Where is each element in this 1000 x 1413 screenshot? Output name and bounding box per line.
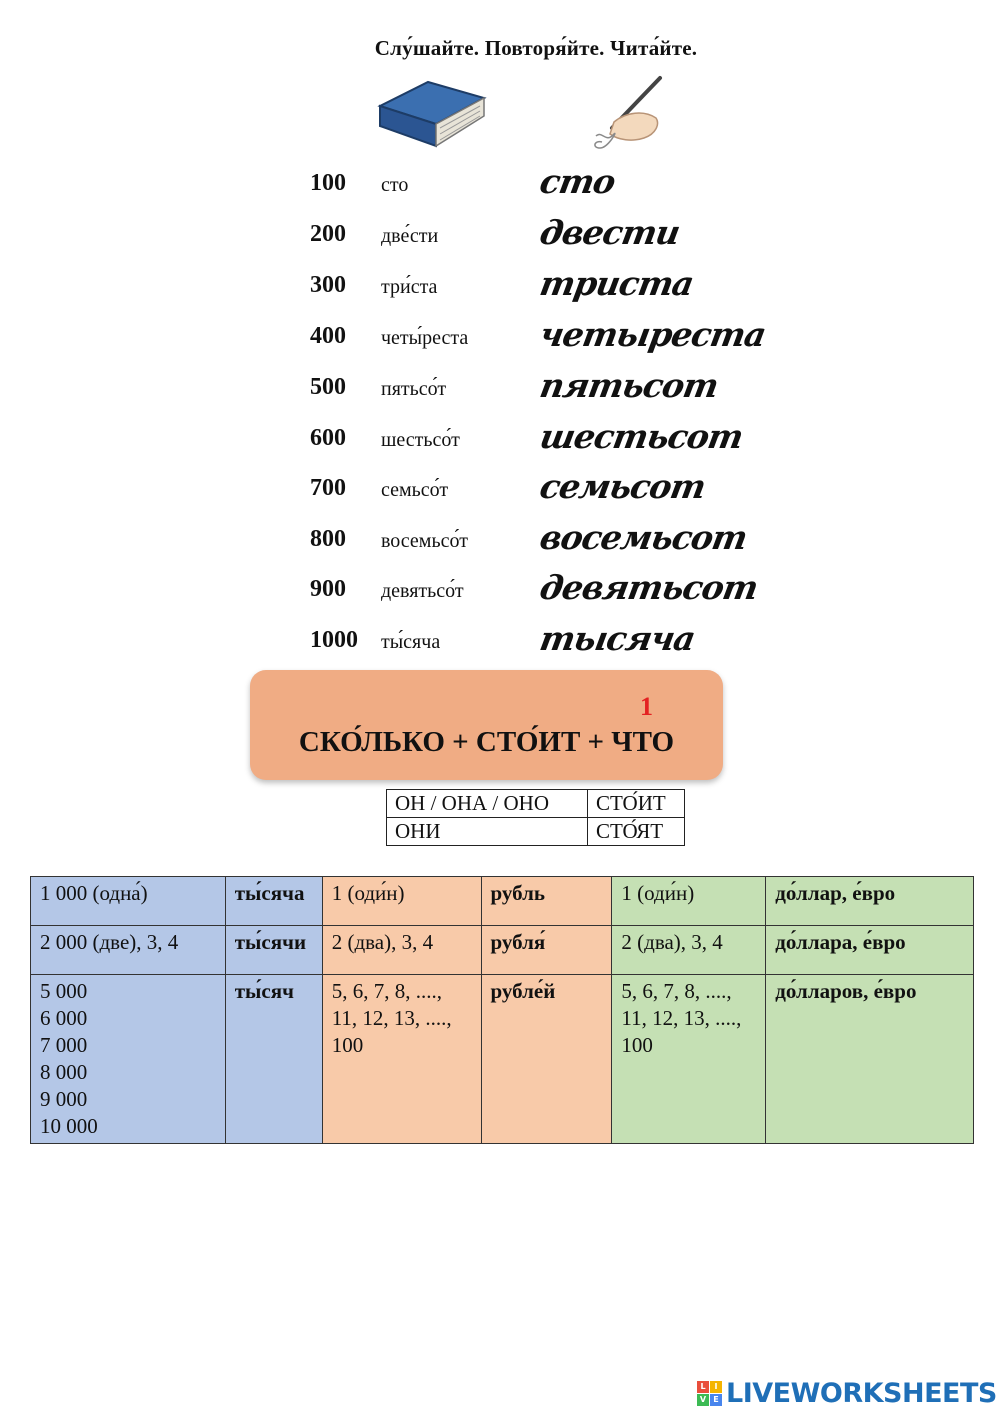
table-row (387, 790, 685, 818)
ruble-number-cell (322, 975, 481, 1144)
number-word: две́сти (381, 225, 439, 247)
currency-case-table (30, 876, 974, 1144)
number-word: ты́сяча (381, 631, 441, 653)
number-digits: 1000 (310, 627, 358, 653)
list-item (0, 516, 1000, 566)
number-script: тысяча (537, 619, 698, 658)
list-item (0, 211, 1000, 261)
list-item (0, 465, 1000, 515)
number-digits: 400 (310, 323, 346, 349)
verb-conjugation-table (386, 789, 685, 846)
list-item (0, 262, 1000, 312)
number-script: двести (537, 213, 683, 252)
logo-letter: I (710, 1381, 722, 1393)
liveworksheets-logo[interactable] (697, 1378, 997, 1409)
number-digits: 300 (310, 272, 346, 298)
number-word: пятьсо́т (381, 378, 447, 400)
subject-cell: ОНИ (387, 818, 588, 846)
formula-text: СКО́ЛЬКО + СТО́ИТ + ЧТО (298, 726, 675, 758)
number-word: семьсо́т (381, 479, 449, 501)
logo-letter: L (697, 1381, 709, 1393)
table-row (387, 818, 685, 846)
number-word: восемьсо́т (381, 530, 468, 552)
dollar-number-cell (612, 877, 766, 926)
cell-line: 5, 6, 7, 8, ...., (331, 979, 442, 1003)
dollar-word-cell: до́ллара, е́вро (766, 926, 974, 975)
cell-line: 6 000 (40, 1006, 88, 1030)
table-row (31, 975, 974, 1144)
number-script: пятьсот (537, 366, 721, 405)
dollar-word-cell: до́лларов, е́вро (766, 975, 974, 1144)
ruble-word-cell: рубля́ (481, 926, 612, 975)
logo-mark-icon (697, 1381, 722, 1406)
number-digits: 600 (310, 425, 346, 451)
cell-line: 1 (оди́н) (621, 881, 695, 905)
verb-cell: СТО́ИТ (588, 790, 685, 818)
cell-line: 5 000 (40, 979, 88, 1003)
cell-line: 9 000 (40, 1087, 88, 1111)
number-digits: 500 (310, 374, 346, 400)
cell-line: 100 (621, 1033, 653, 1057)
cell-line: 5, 6, 7, 8, ...., (621, 979, 732, 1003)
ruble-number-cell (322, 877, 481, 926)
writing-hand-icon (574, 74, 666, 156)
cell-line: 1 000 (одна́) (40, 881, 148, 905)
verb-cell: СТО́ЯТ (588, 818, 685, 846)
number-script: девятьсот (537, 568, 761, 607)
cell-line: 7 000 (40, 1033, 88, 1057)
number-word: шестьсо́т (381, 429, 460, 451)
cell-line: 11, 12, 13, ...., (621, 1006, 742, 1030)
list-item (0, 617, 1000, 667)
list-item (0, 313, 1000, 363)
thousand-word-cell: ты́сяча (225, 877, 322, 926)
number-word: четы́реста (381, 327, 469, 349)
cell-line: 2 (два), 3, 4 (331, 930, 434, 954)
table-row (31, 926, 974, 975)
number-script: шестьсот (537, 417, 746, 456)
footnote-marker: 1 (640, 692, 653, 721)
cell-line: 8 000 (40, 1060, 88, 1084)
number-digits: 200 (310, 221, 346, 247)
number-script: триста (537, 264, 697, 303)
dollar-word-cell: до́ллар, е́вро (766, 877, 974, 926)
thousand-number-cell (31, 877, 226, 926)
cell-line: 1 (оди́н) (331, 881, 405, 905)
cell-line: 10 000 (40, 1114, 98, 1138)
thousand-word-cell: ты́сяч (225, 975, 322, 1144)
ruble-word-cell: рубль (481, 877, 612, 926)
ruble-number-cell (322, 926, 481, 975)
number-digits: 800 (310, 526, 346, 552)
dollar-number-cell (612, 926, 766, 975)
list-item (0, 364, 1000, 414)
number-digits: 700 (310, 475, 346, 501)
brand-name: LIVEWORKSHEETS (726, 1378, 997, 1409)
thousand-number-cell (31, 975, 226, 1144)
formula-box (250, 670, 723, 780)
ruble-word-cell: рубле́й (481, 975, 612, 1144)
logo-letter: V (697, 1394, 709, 1406)
number-digits: 900 (310, 576, 346, 602)
number-digits: 100 (310, 170, 346, 196)
list-item (0, 566, 1000, 616)
number-script: четыреста (537, 315, 769, 354)
number-script: семьсот (537, 467, 709, 506)
table-row (31, 877, 974, 926)
number-script: восемьсот (537, 518, 750, 557)
cell-line: 100 (331, 1033, 364, 1057)
page-title: Слу́шайте. Повторя́йте. Чита́йте. (374, 36, 698, 60)
book-icon (376, 76, 488, 150)
list-item (0, 415, 1000, 465)
cell-line: 2 000 (две), 3, 4 (40, 930, 179, 954)
dollar-number-cell (612, 975, 766, 1144)
number-word: сто (381, 174, 409, 196)
thousand-number-cell (31, 926, 226, 975)
logo-letter: E (710, 1394, 722, 1406)
subject-cell: ОН / ОНА / ОНО (387, 790, 588, 818)
number-script: сто (537, 162, 618, 201)
list-item (0, 160, 1000, 210)
number-word: девятьсо́т (381, 580, 464, 602)
number-word: три́ста (381, 276, 438, 298)
cell-line: 11, 12, 13, ...., (331, 1006, 452, 1030)
cell-line: 2 (два), 3, 4 (621, 930, 723, 954)
thousand-word-cell: ты́сячи (225, 926, 322, 975)
